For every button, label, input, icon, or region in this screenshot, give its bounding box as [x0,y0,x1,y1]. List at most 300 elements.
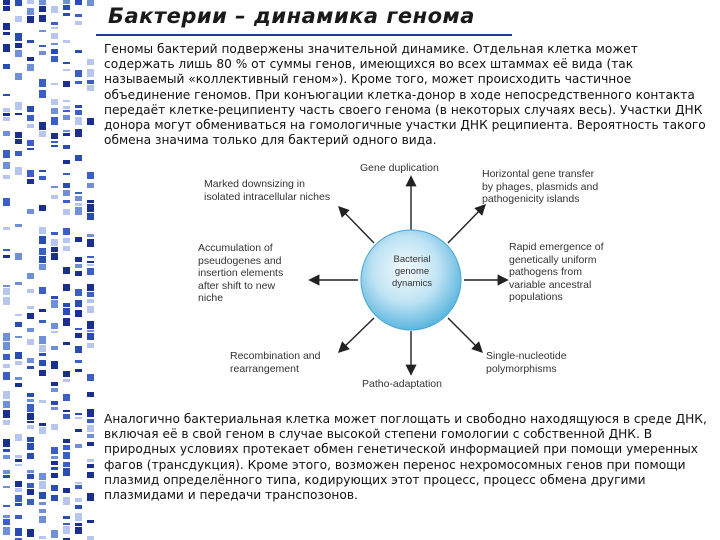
barcode-band [3,354,10,360]
barcode-band [87,472,94,478]
barcode-band [39,509,46,513]
barcode-band [27,179,34,184]
barcode-band [27,306,34,309]
barcode-band [87,264,94,266]
barcode-band [75,360,82,363]
barcode-band [63,110,70,112]
barcode-band [27,393,34,397]
barcode-band [87,284,94,291]
barcode-band [87,536,94,540]
barcode-band [63,379,70,382]
barcode-band [75,264,82,268]
barcode-band [51,99,58,105]
barcode-band [15,167,22,175]
barcode-band [27,16,34,23]
barcode-band [3,486,10,488]
barcode-band [63,81,70,87]
barcode-band [39,90,46,98]
barcode-band [39,492,46,499]
barcode-band [63,318,70,326]
barcode-band [27,421,34,423]
barcode-band [51,461,58,465]
barcode-band [39,30,46,32]
barcode-band [27,489,34,495]
barcode-band [39,170,46,172]
barcode-band [51,388,58,392]
label-snp: Single-nucleotide polymorphisms [486,350,567,375]
barcode-band [3,297,10,305]
barcode-band [75,498,82,502]
barcode-band [75,527,82,534]
barcode-band [15,0,22,6]
barcode-band [87,183,94,188]
barcode-band [63,13,70,16]
barcode-band [15,43,22,48]
barcode-band [39,336,46,344]
barcode-band [51,407,58,410]
barcode-band [51,485,58,491]
barcode-band [51,117,58,125]
barcode-band [27,453,34,459]
barcode-band [75,237,82,242]
barcode-band [3,255,10,258]
barcode-band [15,488,22,492]
barcode-band [15,515,22,519]
barcode-band [87,200,94,203]
barcode-band [87,493,94,501]
barcode-band [15,481,22,487]
barcode-band [15,73,22,80]
barcode-band [15,139,22,144]
barcode-band [75,429,82,432]
barcode-band [63,303,70,307]
barcode-band [27,106,34,112]
barcode-band [63,516,70,519]
arrow-up-left [340,208,374,243]
barcode-band [51,447,58,454]
barcode-band [15,151,22,156]
barcode-band [15,314,22,316]
barcode-band [3,372,10,380]
barcode-band [63,40,70,43]
barcode-band [3,475,10,478]
barcode-band [75,346,82,353]
barcode-band [75,50,82,53]
barcode-band [27,339,34,345]
barcode-band [63,488,70,493]
barcode-band [3,410,10,418]
barcode-band [63,190,70,196]
label-downsizing: Marked downsizing in isolated intracellular niches [204,178,331,203]
barcode-band [75,482,82,484]
barcode-band [27,313,34,319]
barcode-band [39,536,46,539]
barcode-band [3,198,10,206]
barcode-band [87,292,94,297]
barcode-band [87,520,94,523]
barcode-band [3,32,10,35]
barcode-band [3,44,10,52]
barcode-band [87,333,94,340]
barcode-band [75,21,82,25]
barcode-band [75,413,82,415]
barcode-band [87,268,94,275]
barcode-band [51,323,58,329]
barcode-band [3,117,10,121]
label-pseudogenes: Accumulation of pseudogenes and insertion elements after shift to new niche [198,242,284,305]
barcode-band [75,271,82,276]
barcode-band [39,345,46,352]
barcode-band [51,296,58,299]
barcode-band [39,51,46,55]
barcode-band [15,132,22,138]
barcode-band [63,526,70,534]
barcode-band [3,113,10,116]
barcode-band [75,328,82,330]
barcode-band [3,505,10,507]
barcode-band [15,434,22,441]
barcode-band [27,366,34,369]
barcode-band [15,253,22,260]
barcode-band [75,110,82,115]
barcode-band [51,49,58,54]
barcode-band [39,264,46,270]
barcode-band [51,83,58,85]
barcode-band [51,33,58,39]
barcode-band [27,64,34,71]
barcode-band [87,409,94,417]
barcode-band [51,331,58,333]
intro-paragraph: Геномы бактерий подвержены значительной динамике. Отдельная клетка может содержать лишь 80 % от суммы генов, имеющихся во всех штаммах её вида (так называемый «коллективный геном»). Кроме того, может происходить частичное объединение геномов. При конъюгации клетка-донор в ходе непосредственного контакта передаёт клетке-реципиенту часть своего генома (в некоторых случаях весь). Участки ДНК донора могут обмениваться на гомологичные участки ДНК реципиента. Вероятность такого обмена значима только для бактерий одного вида. [104,42,706,148]
barcode-band [51,346,58,350]
barcode-band [63,200,70,203]
barcode-band [39,360,46,366]
barcode-band [75,207,82,215]
barcode-band [39,15,46,22]
arrow-down-right [448,318,481,351]
barcode-band [63,523,70,525]
label-rapid-emergence: Rapid emergence of genetically uniform pathogens from variable ancestral populations [509,241,604,304]
barcode-band [51,133,58,139]
barcode-band [27,483,34,488]
barcode-band [87,459,94,462]
barcode-band [27,289,34,293]
barcode-band [15,495,22,502]
barcode-band [75,523,82,526]
barcode-band [87,392,94,397]
barcode-band [75,333,82,338]
barcode-band [27,0,34,4]
barcode-band [75,70,82,77]
barcode-band [87,204,94,212]
arrow-up-right [448,206,484,243]
barcode-band [39,427,46,434]
barcode-band [63,100,70,102]
barcode-band [39,256,46,263]
barcode-band [63,267,70,274]
barcode-band [63,0,70,4]
barcode-band [51,22,58,25]
barcode-band [27,499,34,505]
barcode-band [39,287,46,294]
barcode-band [51,43,58,45]
barcode-band [87,118,94,125]
barcode-band [27,273,34,279]
barcode-band [87,261,94,263]
second-paragraph: Аналогично бактериальная клетка может поглощать и свободно находящуюся в среде ДНК, включая её в свой геном в случае высокой степени гомологии с собственной ДНК. В природных условиях протекает обмен генетической информацией при помощи умеренных фагов (трансдукция). Кроме этого, возможен перенос нехромосомных генов при помощи плазмид определённого типа, кодирующих этот процесс, процесс обмена другими плазмидами и передачи транспозонов. [104,412,707,503]
barcode-band [27,170,34,177]
barcode-band [3,519,10,525]
barcode-band [63,160,70,164]
barcode-band [3,391,10,399]
barcode-band [15,383,22,387]
barcode-band [75,0,82,5]
barcode-band [63,130,70,132]
barcode-band [75,196,82,201]
barcode-band [51,530,58,538]
barcode-band [39,309,46,312]
barcode-band [51,239,58,246]
barcode-band [63,246,70,251]
barcode-band [63,452,70,459]
barcode-band [15,16,22,22]
barcode-band [51,108,58,114]
barcode-band [87,69,94,77]
barcode-band [87,239,94,247]
barcode-band [51,141,58,143]
barcode-band [75,155,82,161]
barcode-band [3,470,10,474]
barcode-band [75,310,82,317]
barcode-band [87,59,94,65]
barcode-band [27,425,34,429]
barcode-band [75,369,82,372]
barcode-band [15,352,22,359]
barcode-band [3,527,10,535]
barcode-band [51,195,58,199]
barcode-band [75,444,82,448]
barcode-band [27,328,34,332]
barcode-band [39,400,46,403]
barcode-band [87,0,94,6]
barcode-band [63,462,70,467]
barcode-band [51,56,58,62]
barcode-band [15,528,22,536]
barcode-band [51,361,58,369]
barcode-band [87,234,94,237]
label-recombination: Recombination and rearrangement [230,350,321,375]
barcode-band [63,445,70,450]
barcode-band [15,113,22,115]
barcode-band [75,505,82,509]
barcode-band [63,284,70,291]
barcode-band [75,105,82,108]
barcode-band [15,361,22,365]
barcode-band [51,495,58,501]
barcode-band [3,64,10,69]
barcode-band [63,371,70,377]
barcode-band [87,419,94,423]
barcode-band [63,106,70,109]
barcode-band [39,122,46,130]
barcode-band [51,424,58,430]
barcode-band [63,145,70,149]
barcode-band [63,183,70,188]
barcode-band [75,513,82,521]
barcode-band [3,162,10,169]
barcode-band [27,209,34,214]
barcode-band [87,213,94,220]
barcode-band [51,300,58,308]
barcode-band [39,353,46,356]
barcode-band [87,464,94,468]
barcode-band [3,288,10,295]
barcode-band [27,115,34,121]
barcode-band [3,420,10,425]
barcode-band [51,27,58,29]
barcode-band [75,257,82,262]
barcode-band [3,342,10,350]
barcode-band [3,108,10,112]
barcode-band [75,417,82,419]
barcode-band [39,6,46,12]
barcode-band [3,285,10,287]
barcode-band [39,248,46,255]
barcode-band [3,515,10,518]
barcode-band [27,358,34,363]
barcode-band [39,227,46,234]
barcode-band [15,33,22,41]
barcode-band [75,485,82,489]
barcode-band [3,227,10,230]
barcode-band [3,175,10,179]
barcode-band [27,40,34,43]
barcode-band [63,69,70,71]
barcode-band [63,414,70,419]
barcode-band [63,394,70,401]
barcode-band [27,529,34,537]
title-underline [96,34,512,36]
barcode-band [39,473,46,480]
barcode-band [39,320,46,323]
barcode-band [51,467,58,470]
label-gene-duplication: Gene duplication [360,162,439,174]
barcode-band [75,129,82,137]
barcode-band [39,236,46,244]
barcode-band [75,203,82,206]
arrow-down-left [340,318,374,351]
barcode-band [63,173,70,175]
barcode-band [87,374,94,381]
barcode-band [15,282,22,285]
barcode-band [3,439,10,447]
barcode-band [87,434,94,438]
barcode-band [27,124,34,128]
barcode-band [75,81,82,84]
barcode-band [39,131,46,137]
barcode-band [3,364,10,368]
barcode-band [87,172,94,179]
barcode-band [63,342,70,345]
barcode-band [63,410,70,412]
genome-dynamics-diagram [196,158,616,398]
barcode-band [3,94,10,96]
barcode-band [15,224,22,227]
barcode-band [15,459,22,462]
barcode-band [87,85,94,91]
barcode-band [39,516,46,523]
barcode-band [3,150,10,158]
barcode-band [75,289,82,296]
label-patho-adaptation: Patho-adaptation [362,378,442,390]
barcode-band [63,468,70,476]
barcode-band [3,449,10,452]
barcode-band [39,502,46,505]
barcode-band [87,299,94,303]
barcode-band [15,455,22,458]
barcode-band [87,343,94,348]
barcode-band [27,413,34,420]
barcode-band [15,50,22,57]
barcode-band [27,470,34,473]
barcode-band [3,455,10,459]
barcode-band [63,238,70,243]
barcode-band [39,176,46,180]
barcode-band [87,256,94,258]
barcode-band [51,6,58,13]
barcode-band [75,14,82,17]
barcode-band [75,192,82,194]
barcode-band [3,23,10,30]
barcode-band [51,401,58,405]
barcode-band [51,186,58,188]
barcode-band [51,456,58,459]
barcode-band [39,45,46,47]
barcode-band [39,79,46,87]
barcode-band [39,423,46,426]
center-label: Bacterial genome dynamics [391,254,433,289]
barcode-band [87,321,94,329]
barcode-band [63,209,70,215]
barcode-band [27,57,34,61]
barcode-band [63,439,70,443]
barcode-band [63,115,70,120]
barcode-band [63,62,70,64]
barcode-band [51,382,58,386]
barcode-band [27,443,34,450]
barcode-band [15,102,22,110]
barcode-band [3,131,10,136]
barcode-band [75,300,82,307]
barcode-band [39,481,46,489]
barcode-band [27,437,34,442]
barcode-band [3,333,10,341]
barcode-band [3,0,10,5]
barcode-band [15,336,22,338]
page-title: Бактерии – динамика генома [108,4,475,28]
barcode-band [63,308,70,315]
barcode-band [87,442,94,446]
barcode-band [87,330,94,332]
barcode-band [51,247,58,252]
barcode-band [39,0,46,5]
barcode-band [3,249,10,251]
barcode-band [39,370,46,376]
barcode-band [27,474,34,479]
barcode-band [87,80,94,84]
dna-barcode-decoration [0,0,96,540]
barcode-band [15,464,22,466]
